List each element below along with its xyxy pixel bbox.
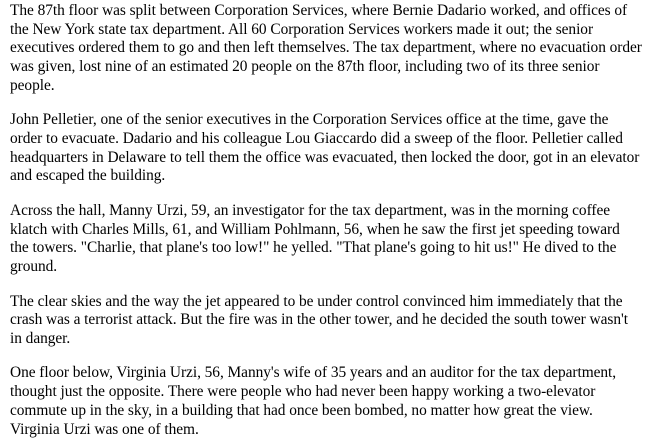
paragraph-pelletier-evacuation: John Pelletier, one of the senior executives in the Corporation Services office at the time, gave the order to evacuate. Dadario and his colleague Lou Giaccardo did a sweep of the floor. Pelletier called headquarters in Delaware to tell them the office was evacuated, then locked the door, got in an elevator and escaped the building.: [10, 111, 640, 185]
paragraph-clear-skies: The clear skies and the way the jet appeared to be under control convinced him immediately that the crash was a terrorist attack. But the fire was in the other tower, and he decided the south tower wasn't in danger.: [10, 292, 628, 347]
paragraph-virginia-urzi: One floor below, Virginia Urzi, 56, Manny's wife of 35 years and an auditor for the tax department, thought just the opposite. There were people who had never been happy working a two-elevator commute up in the sky, in a building that had once been bombed, no matter how great the view. Virginia Urzi was one of them.: [10, 364, 617, 438]
paragraph-87th-floor: The 87th floor was split between Corporation Services, where Bernie Dadario worked, and offices of the New York state tax department. All 60 Corporation Services workers made it out; the senior executives ordered them to go and then left themselves. The tax department, where no evacuation order was given, lost nine of an estimated 20 people on the 87th floor, including two of its three senior people.: [10, 2, 642, 94]
paragraph-manny-urzi: Across the hall, Manny Urzi, 59, an investigator for the tax department, was in the morning coffee klatch with Charles Mills, 61, and William Pohlmann, 56, when he saw the first jet speeding toward the towers. "Charlie, that plane's too low!" he yelled. "That plane's going to hit us!" He dived to the ground.: [10, 201, 620, 276]
